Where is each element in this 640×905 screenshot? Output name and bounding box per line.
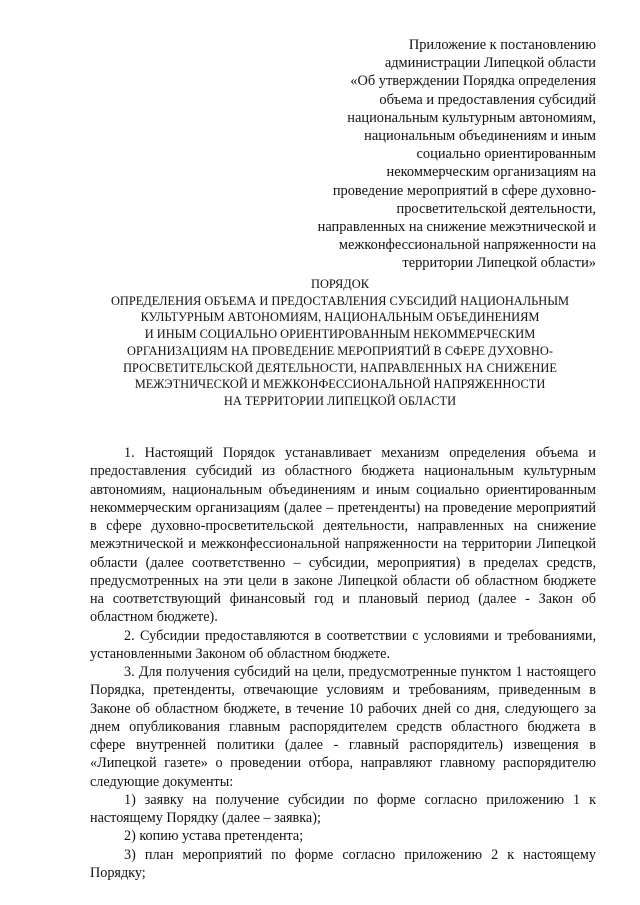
title-line: МЕЖЭТНИЧЕСКОЙ И МЕЖКОНФЕССИОНАЛЬНОЙ НАПРЯЖЕННОСТИ	[134, 377, 546, 392]
title-line: НА ТЕРРИТОРИИ ЛИПЕЦКОЙ ОБЛАСТИ	[223, 393, 457, 408]
list-item-2: 2) копию устава претендента;	[124, 828, 304, 845]
appendix-line: администрации Липецкой области	[384, 55, 596, 72]
appendix-line: Приложение к постановлению	[408, 37, 596, 53]
title-line: ОПРЕДЕЛЕНИЯ ОБЪЕМА И ПРЕДОСТАВЛЕНИЯ СУБСИДИЙ НАЦИОНАЛЬНЫМ	[110, 293, 570, 308]
appendix-note	[296, 36, 596, 273]
appendix-line: межконфессиональной напряженности на	[338, 237, 596, 254]
appendix-line: проведение мероприятий в сфере духовно-	[332, 182, 596, 199]
list-item-1: 1) заявку на получение субсидии по форме согласно приложению 1 к настоящему Порядку (далее – заявка);	[90, 791, 596, 826]
title-line: ПОРЯДОК	[311, 277, 369, 291]
appendix-line: национальным объединениям и иным	[364, 128, 596, 145]
paragraph-2: 2. Субсидии предоставляются в соответствии с условиями и требованиями, установленными Законом об областном бюджете.	[90, 627, 596, 662]
appendix-line: объема и предоставления субсидий	[379, 91, 596, 108]
appendix-line: социально ориентированным	[416, 146, 596, 163]
appendix-line: просветительской деятельности,	[396, 200, 596, 217]
document-title	[90, 276, 590, 410]
appendix-line: территории Липецкой области»	[402, 255, 596, 272]
appendix-line: направленных на снижение межэтнической и	[317, 219, 596, 236]
title-line: ОРГАНИЗАЦИЯМ НА ПРОВЕДЕНИЕ МЕРОПРИЯТИЙ В СФЕРЕ ДУХОВНО-	[127, 343, 553, 358]
appendix-line: национальным культурным автономиям,	[347, 109, 596, 126]
list-item-3: 3) план мероприятий по форме согласно приложению 2 к настоящему Порядку;	[90, 846, 596, 881]
paragraph-1: 1. Настоящий Порядок устанавливает механизм определения объема и предоставления субсидий из областного бюджета национальным культурным автономиям, национальным объединениям и иным социально ориентированным некоммерческим организациям (далее – претенденты) на проведение мероприятий в сфере духовно-просветительской деятельности, направленных на снижение межэтнической и межконфессиональной напряженности на территории Липецкой области (далее соответственно – субсидии, мероприятия) в пределах средств, предусмотренных на эти цели в законе Липецкой области об областном бюджете на соответствующий финансовый год и плановый период (далее - Закон об областном бюджете).	[90, 445, 596, 626]
appendix-line: некоммерческим организациям на	[386, 164, 596, 181]
paragraph-3: 3. Для получения субсидий на цели, предусмотренные пунктом 1 настоящего Порядка, претенденты, отвечающие условиям и требованиям, приведенным в Законе об областном бюджете, в течение 10 рабочих дней со дня, следующего за днем опубликования главным распорядителем средств областного бюджета в сфере внутренней политики (далее - главный распорядитель) извещения в «Липецкой газете» о проведении отбора, направляют главному распорядителю следующие документы:	[90, 664, 596, 790]
document-body	[90, 444, 596, 882]
title-line: И ИНЫМ СОЦИАЛЬНО ОРИЕНТИРОВАННЫМ НЕКОММЕРЧЕСКИМ	[144, 327, 536, 342]
appendix-line: «Об утверждении Порядка определения	[350, 73, 596, 90]
title-line: КУЛЬТУРНЫМ АВТОНОМИЯМ, НАЦИОНАЛЬНЫМ ОБЪЕДИНЕНИЯМ	[140, 310, 540, 325]
title-line: ПРОСВЕТИТЕЛЬСКОЙ ДЕЯТЕЛЬНОСТИ, НАПРАВЛЕННЫХ НА СНИЖЕНИЕ	[123, 360, 557, 375]
